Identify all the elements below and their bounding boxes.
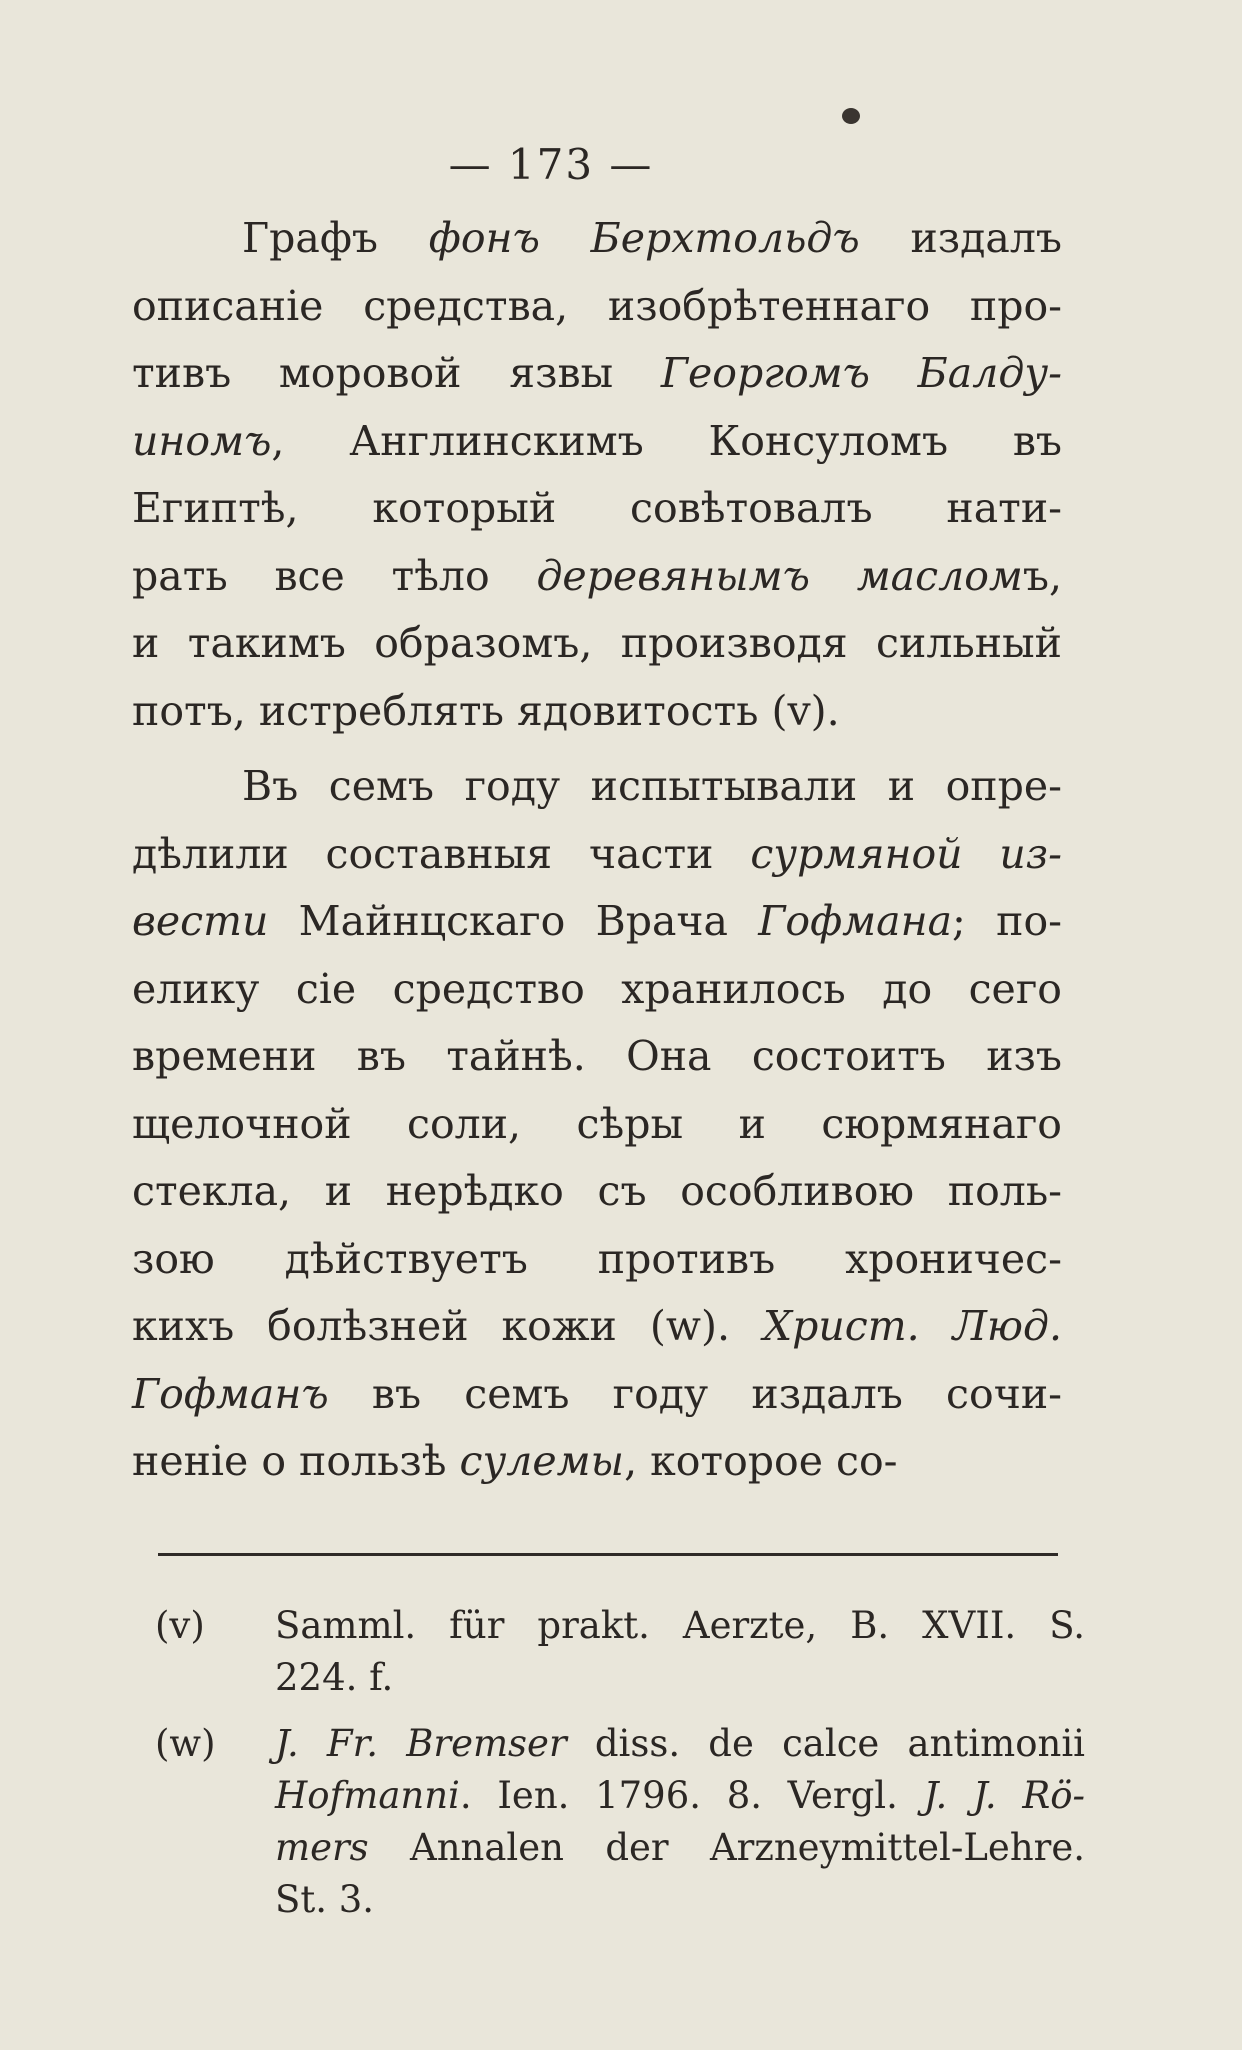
text-line: [132, 1091, 1062, 1159]
footnote-mark: (v): [155, 1604, 205, 1647]
italic-run: mers: [275, 1826, 369, 1869]
italic-run: Hofmanni: [275, 1774, 460, 1817]
text-run: Въ семъ году испытывали и опре-: [242, 762, 1062, 810]
text-run: . Ien. 1796. 8. Vergl.: [459, 1774, 924, 1817]
footnote-line: [275, 1652, 1085, 1704]
text-line: [132, 956, 1062, 1024]
text-run: ъ,: [1022, 551, 1062, 600]
text-run: Египтѣ, который совѣтовалъ нати-: [132, 484, 1062, 532]
text-run: щелочной соли, сѣры и сюрмянаго: [132, 1099, 1062, 1148]
italic-run: Георгомъ Балду-: [660, 349, 1062, 397]
text-line: [132, 1226, 1062, 1294]
footnote-line: [275, 1874, 1085, 1926]
text-run: въ семъ году издалъ сочи-: [328, 1369, 1062, 1418]
footnote-line: [275, 1770, 1085, 1822]
text-line: [132, 1158, 1062, 1226]
footnote-line: [275, 1600, 1085, 1652]
text-line: [132, 1293, 1062, 1361]
text-line: [132, 408, 1062, 476]
text-line: [132, 205, 1062, 273]
text-run: описанie средства, изобрѣтеннаго про-: [132, 281, 1062, 330]
footnotes: [155, 1600, 1085, 1940]
page-number-header: — 173 —: [448, 140, 654, 189]
text-line: [132, 1428, 1062, 1496]
italic-run: фонъ Берхтольдъ: [428, 214, 860, 262]
text-run: стекла, и нерѣдко съ особливою поль-: [132, 1167, 1062, 1215]
footnote-divider: [158, 1553, 1058, 1556]
ink-spot: [842, 108, 860, 124]
text-run: елику сie средство хранилось до сего: [132, 964, 1062, 1013]
italic-run: деревянымъ маслом: [536, 551, 1023, 600]
italic-run: Христ. Люд.: [762, 1302, 1062, 1350]
text-line: [132, 888, 1062, 956]
text-run: ненie о пользѣ: [132, 1437, 460, 1485]
text-run: ; по-: [952, 897, 1063, 945]
italic-run: иномъ: [132, 416, 272, 465]
text-line: [132, 1023, 1062, 1091]
main-text: [132, 205, 1062, 1496]
text-line: [132, 543, 1062, 611]
text-run: 224. f.: [275, 1656, 394, 1699]
text-run: , которое со-: [624, 1437, 898, 1485]
text-run: Графъ: [242, 214, 429, 262]
text-run: и такимъ образомъ, производя сильный: [132, 619, 1062, 667]
text-run: Samml. für prakt. Aerzte, B. XVII. S.: [275, 1604, 1085, 1647]
text-run: кихъ болѣзней кожи (w).: [132, 1302, 763, 1350]
text-line: [132, 340, 1062, 408]
text-line: [132, 753, 1062, 821]
text-line: [132, 1361, 1062, 1429]
text-run: , Англинскимъ Консуломъ въ: [271, 416, 1062, 465]
footnote: [155, 1600, 1085, 1704]
footnote-line: [275, 1822, 1085, 1874]
italic-run: вести: [132, 897, 269, 945]
text-run: Майнцскаго Врача: [268, 897, 759, 945]
text-run: потъ, истреблять ядовитость (v).: [132, 686, 840, 735]
footnote: [155, 1718, 1085, 1926]
italic-run: J. J. Rö-: [923, 1774, 1085, 1817]
text-run: издалъ: [859, 214, 1062, 262]
text-line: [132, 475, 1062, 543]
text-run: diss. de calce antimonii: [566, 1722, 1085, 1765]
text-run: тивъ моровой язвы: [132, 349, 661, 397]
text-line: [132, 678, 1062, 746]
text-line: [132, 821, 1062, 889]
italic-run: Гофмана: [758, 897, 953, 945]
text-line: [132, 610, 1062, 678]
footnote-mark: (w): [155, 1722, 216, 1765]
footnote-line: [275, 1718, 1085, 1770]
italic-run: сурмяной из-: [750, 829, 1062, 878]
text-line: [132, 273, 1062, 341]
text-run: дѣлили составныя части: [132, 829, 751, 878]
italic-run: Гофманъ: [132, 1369, 329, 1418]
text-run: St. 3.: [275, 1878, 375, 1921]
text-run: зою дѣйствуетъ противъ хроничес-: [132, 1234, 1062, 1283]
text-run: Annalen der Arzneymittel-Lehre.: [368, 1826, 1085, 1869]
italic-run: сулемы: [459, 1437, 625, 1485]
text-run: времени въ тайнѣ. Она состоитъ изъ: [132, 1032, 1062, 1080]
text-run: рать все тѣло: [132, 551, 537, 600]
italic-run: J. Fr. Bremser: [275, 1722, 567, 1765]
